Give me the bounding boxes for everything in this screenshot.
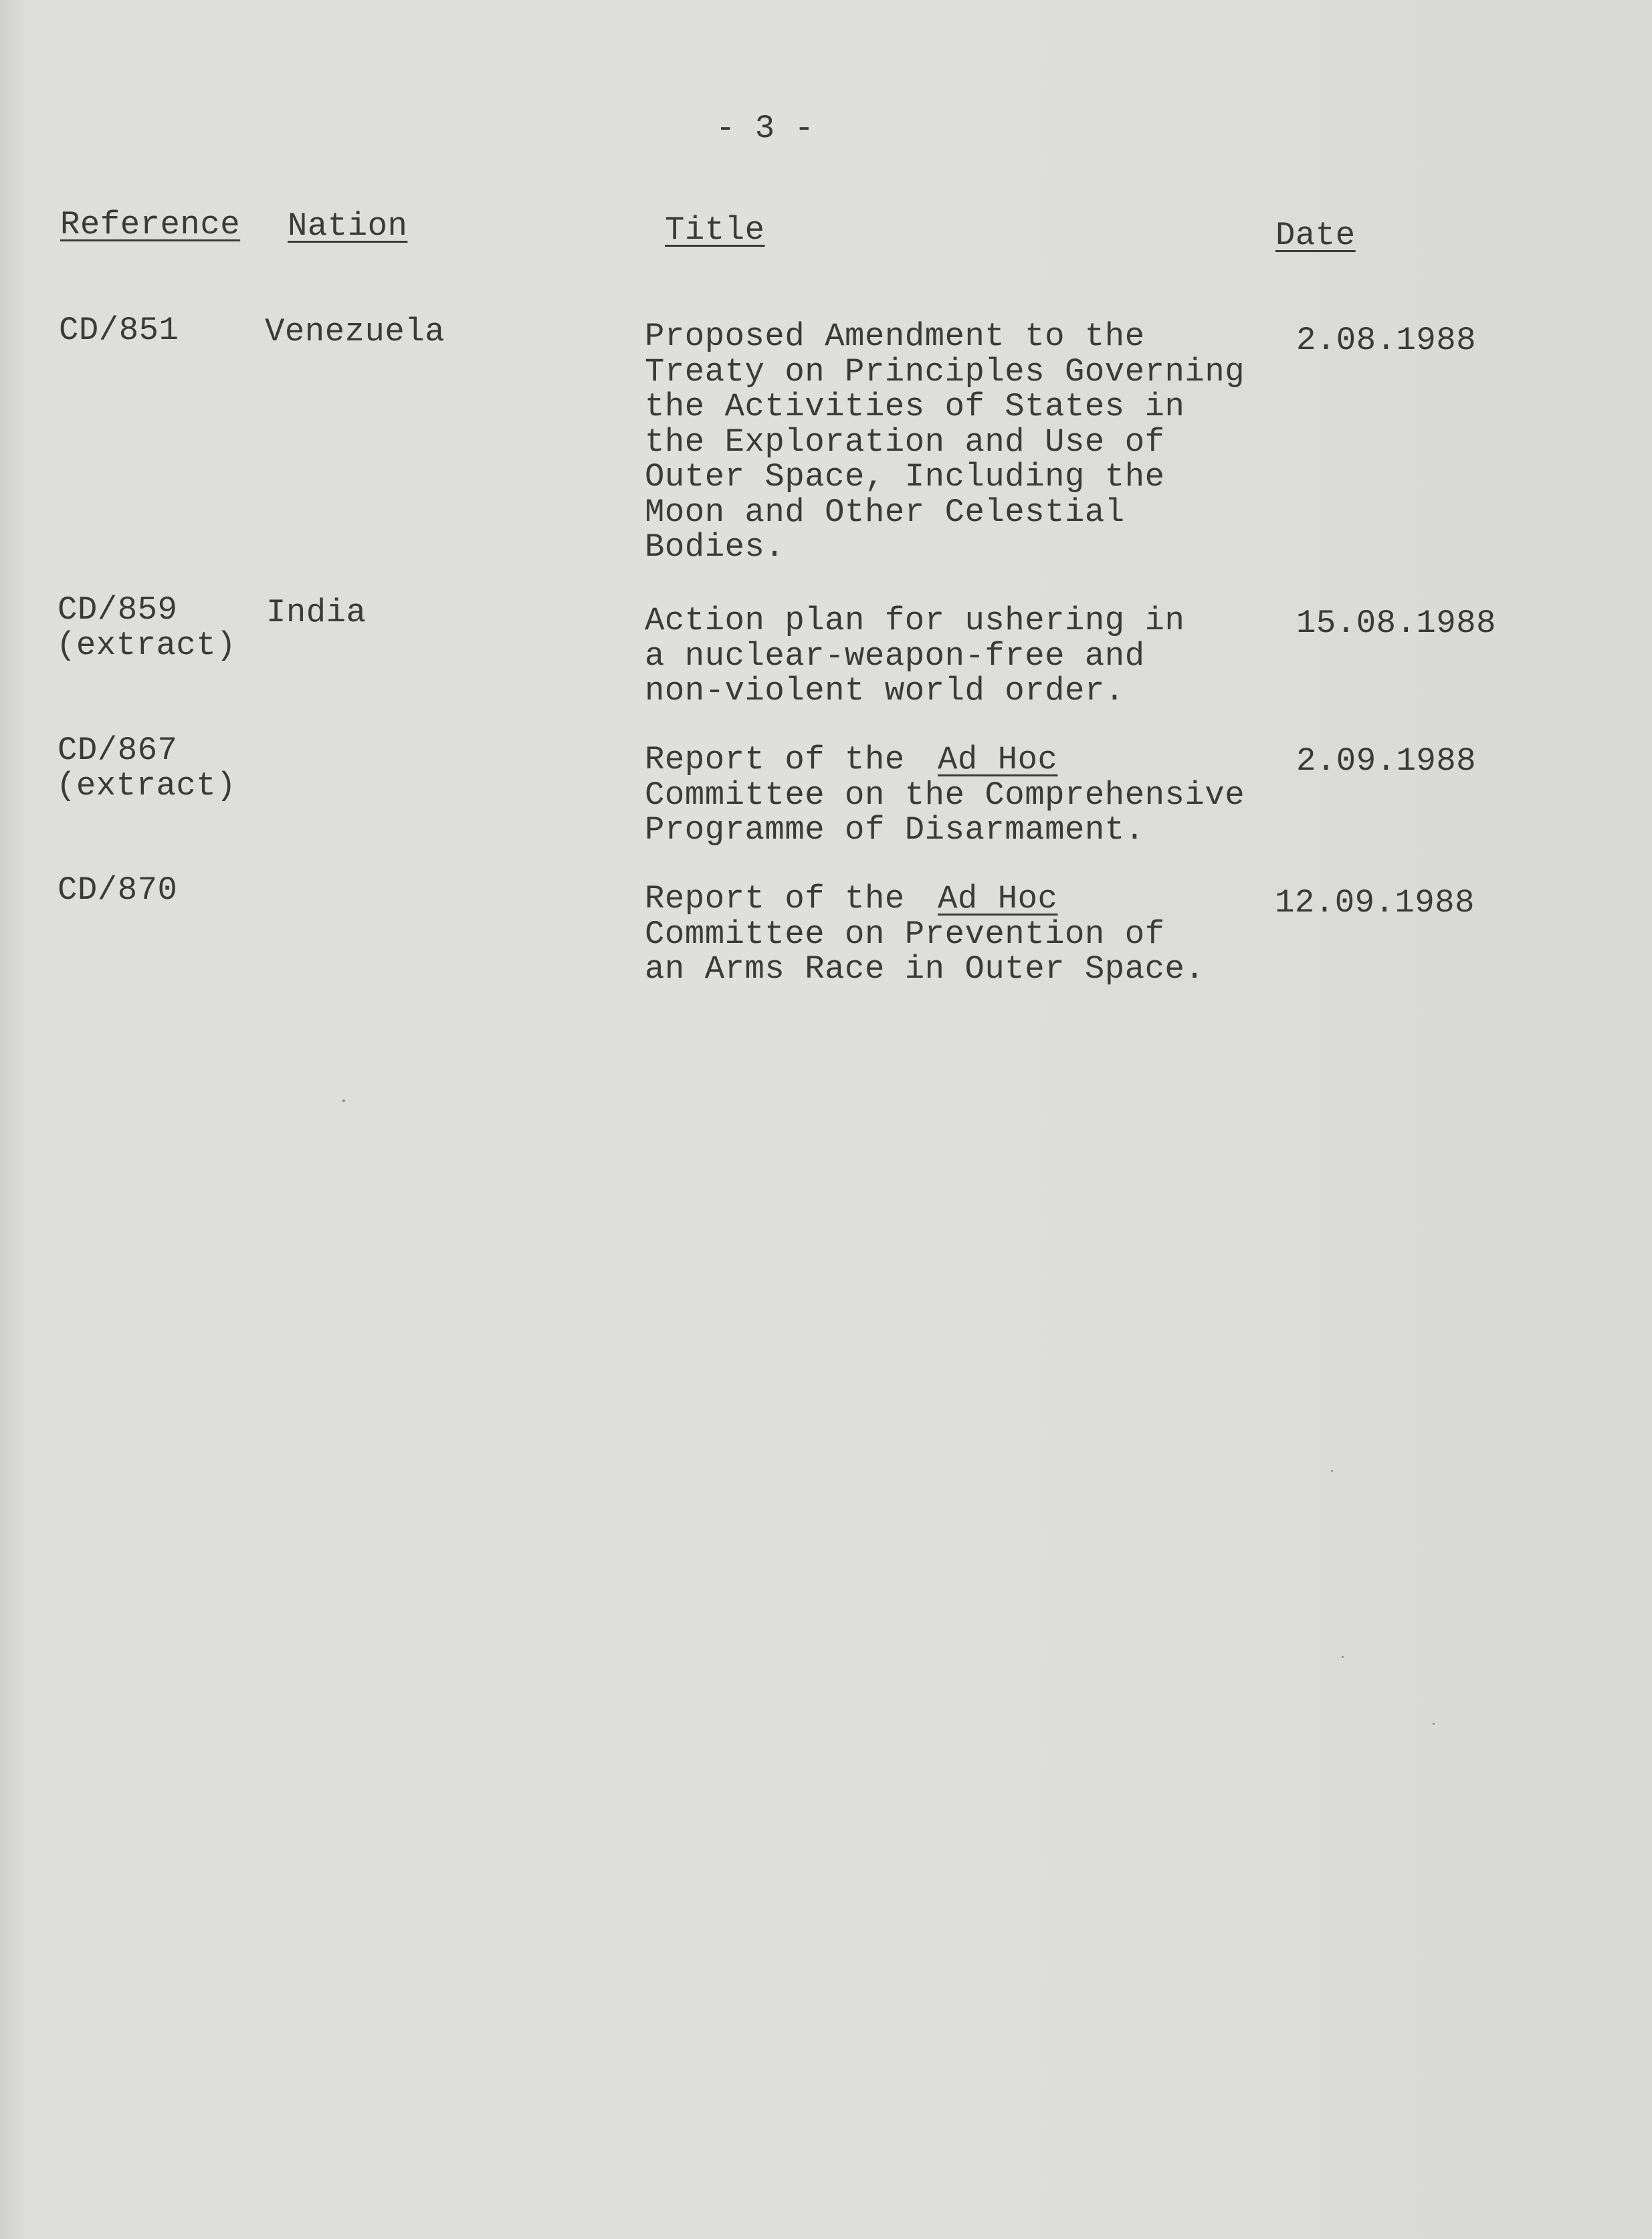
title-line: Treaty on Principles Governing [645,352,1245,391]
title-line: the Activities of States in [645,388,1185,425]
scan-speck [1433,1723,1435,1725]
header-reference: Reference [60,206,241,243]
row-reference: CD/851 [59,312,179,349]
title-line: Report of the [645,741,925,778]
row-title [645,603,1184,709]
title-line: Committee on Prevention of [645,915,1165,953]
row-nation: Venezuela [265,313,445,350]
header-title: Title [665,211,765,249]
row-date: 15.08.1988 [1296,605,1497,642]
title-line: a nuclear-weapon-free and [645,637,1145,675]
title-line: the Exploration and Use of [645,423,1165,461]
row-nation: India [266,594,367,631]
title-first-line [645,881,1205,917]
title-line: non-violent world order. [645,672,1125,710]
row-reference: CD/867 [58,732,178,769]
row-reference: CD/870 [58,871,178,909]
scan-speck [1331,1470,1333,1472]
row-reference-note: (extract) [56,627,237,664]
row-title [645,881,1205,987]
scan-speck [342,1099,345,1102]
ad-hoc-term: Ad Hoc [938,880,1058,918]
title-line: Report of the [645,880,925,918]
header-date: Date [1275,217,1356,254]
title-line: an Arms Race in Outer Space. [645,950,1205,988]
title-line: Outer Space, Including the [645,458,1165,496]
title-line: Moon and Other Celestial [645,493,1125,531]
row-date: 2.08.1988 [1296,322,1477,359]
scan-speck [1342,1656,1344,1658]
title-line: Committee on the Comprehensive [645,776,1245,814]
ad-hoc-term: Ad Hoc [938,741,1058,778]
row-date: 2.09.1988 [1296,742,1477,780]
row-reference-note: (extract) [56,767,237,805]
row-title [645,742,1245,848]
header-nation: Nation [288,207,408,245]
row-date: 12.09.1988 [1275,884,1475,922]
page-number: - 3 - [716,110,815,147]
title-line: Proposed Amendment to the [645,318,1145,355]
title-line: Action plan for ushering in [645,602,1185,639]
title-line: Programme of Disarmament. [645,811,1145,849]
row-title [645,319,1245,565]
title-first-line [645,742,1245,778]
title-line: Bodies. [645,528,785,566]
row-reference: CD/859 [58,591,178,629]
